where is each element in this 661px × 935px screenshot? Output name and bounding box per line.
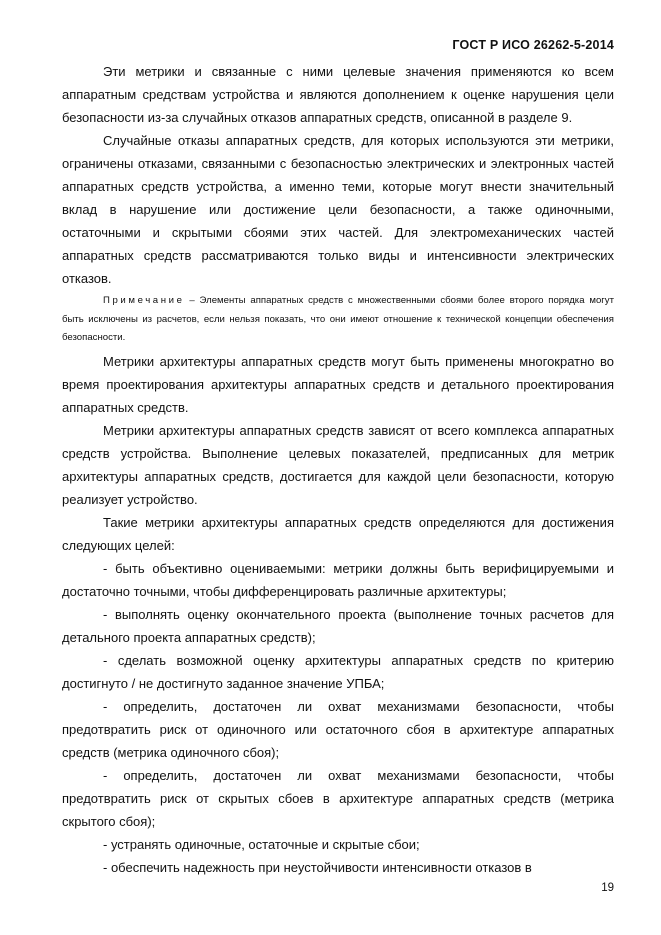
list-item: - быть объективно оцениваемыми: метрики должны быть верифицируемыми и достаточно точными, чтобы дифференцировать различные архитектуры; [62,560,614,599]
list-item: - определить, достаточен ли охват механизмами безопасности, чтобы предотвратить риск от одиночного или остаточного сбоя в архитектуре аппаратных средств (метрика одиночного сбоя); [62,698,614,760]
document-body [62,60,614,879]
list-item: - определить, достаточен ли охват механизмами безопасности, чтобы предотвратить риск от скрытых сбоев в архитектуре аппаратных средств (метрика скрытого сбоя); [62,767,614,829]
paragraph: Метрики архитектуры аппаратных средств зависят от всего комплекса аппаратных средств устройства. Выполнение целевых показателей, предписанных для метрик архитектуры аппаратных средств, достигается для каждой цели безопасности, которую реализует устройство. [62,422,614,507]
paragraph: Случайные отказы аппаратных средств, для которых используются эти метрики, ограничены отказами, связанными с безопасностью электрических и электронных частей аппаратных средств устройства, а именно теми, которые могут внести значительный вклад в нарушение или достижение цели безопасности, а также одиночными, остаточными и скрытыми сбоями этих частей. Для электромеханических частей аппаратных средств рассматриваются только виды и интенсивности электрических отказов. [62,133,614,286]
paragraph: Метрики архитектуры аппаратных средств могут быть применены многократно во время проектирования архитектуры аппаратных средств и детального проектирования аппаратных средств. [62,353,614,415]
note-label: Примечание [103,295,185,306]
list-item: - обеспечить надежность при неустойчивости интенсивности отказов в [103,859,532,875]
note [62,292,614,348]
page-number: 19 [601,882,614,894]
list-item: - устранять одиночные, остаточные и скрытые сбои; [103,836,420,852]
note-text: – Элементы аппаратных средств с множественными сбоями более второго порядка могут быть исключены из расчетов, если нельзя показать, что они имеют отношение к технической концепции обеспечения безопасности. [62,295,614,343]
list-item: - выполнять оценку окончательного проекта (выполнение точных расчетов для детального проекта аппаратных средств); [62,606,614,645]
list-item: - сделать возможной оценку архитектуры аппаратных средств по критерию достигнуто / не достигнуто заданное значение УПБА; [62,652,614,691]
document-header: ГОСТ Р ИСО 26262-5-2014 [452,38,614,52]
paragraph: Такие метрики архитектуры аппаратных средств определяются для достижения следующих целей: [62,514,614,553]
paragraph: Эти метрики и связанные с ними целевые значения применяются ко всем аппаратным средствам устройства и являются дополнением к оценке нарушения цели безопасности из-за случайных отказов аппаратных средств, описанной в разделе 9. [62,64,614,125]
